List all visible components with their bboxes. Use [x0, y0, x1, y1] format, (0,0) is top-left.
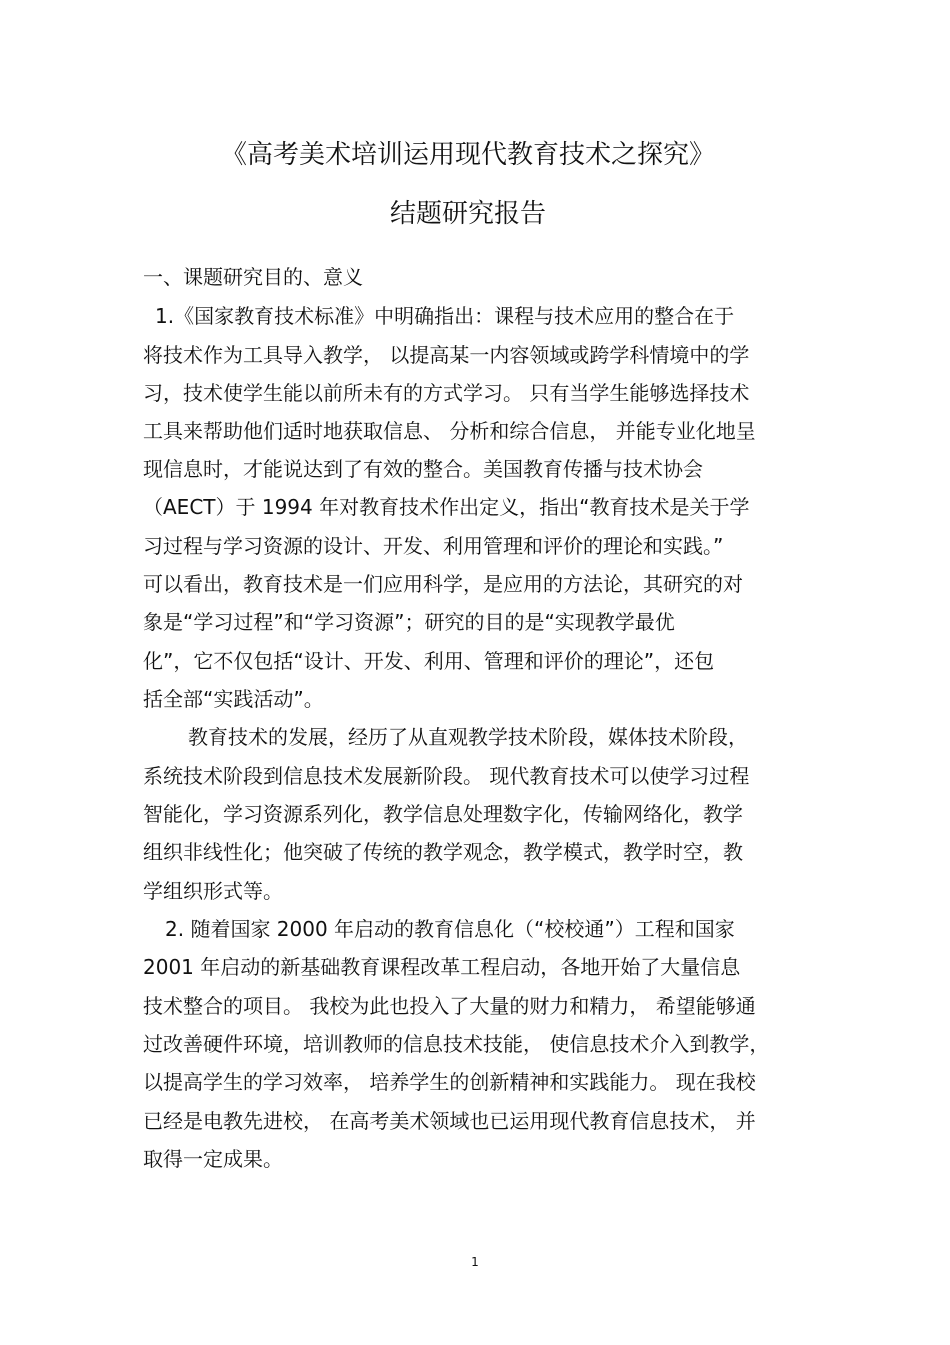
- page-number: 1: [471, 1255, 479, 1269]
- text-line: 习过程与学习资源的设计、开发、利用管理和评价的理论和实践。”: [143, 534, 724, 558]
- text-line: 教育技术的发展，经历了从直观教学技术阶段，媒体技术阶段，: [188, 725, 748, 749]
- text-line: 已经是电教先进校， 在高考美术领域也已运用现代教育信息技术， 并: [143, 1109, 756, 1133]
- document-title: 《高考美术培训运用现代教育技术之探究》: [220, 140, 715, 170]
- text-line: 系统技术阶段到信息技术发展新阶段。 现代教育技术可以使学习过程: [143, 764, 750, 788]
- text-line: 以提高学生的学习效率， 培养学生的创新精神和实践能力。 现在我校: [143, 1070, 756, 1094]
- text-line: 象是“学习过程”和“学习资源”；研究的目的是“实现教学最优: [143, 610, 675, 634]
- document-subtitle: 结题研究报告: [389, 199, 546, 229]
- text-line: 2. 随着国家 2000 年启动的教育信息化（“校校通”）工程和国家: [165, 917, 735, 941]
- text-line: 将技术作为工具导入教学， 以提高某一内容领域或跨学科情境中的学: [143, 343, 750, 367]
- text-line: 组织非线性化；他突破了传统的教学观念，教学模式，教学时空，教: [143, 840, 743, 864]
- section-heading: 一、课题研究目的、意义: [143, 265, 363, 289]
- text-line: 现信息时，才能说达到了有效的整合。美国教育传播与技术协会: [143, 457, 703, 481]
- text-line: 工具来帮助他们适时地获取信息、 分析和综合信息， 并能专业化地呈: [143, 419, 756, 443]
- text-line: 取得一定成果。: [143, 1147, 283, 1171]
- text-line: 技术整合的项目。 我校为此也投入了大量的财力和精力， 希望能够通: [143, 994, 756, 1018]
- text-line: 1.《国家教育技术标准》中明确指出：课程与技术应用的整合在于: [155, 304, 735, 328]
- text-line: 化”，它不仅包括“设计、开发、利用、管理和评价的理论”，还包: [143, 649, 715, 673]
- text-line: 智能化，学习资源系列化，教学信息处理数字化，传输网络化，教学: [143, 802, 743, 826]
- text-line: 学组织形式等。: [143, 879, 283, 903]
- text-line: 2001 年启动的新基础教育课程改革工程启动，各地开始了大量信息: [143, 955, 741, 979]
- text-line: （AECT）于 1994 年对教育技术作出定义，指出“教育技术是关于学: [143, 495, 750, 519]
- text-line: 可以看出，教育技术是一们应用科学，是应用的方法论，其研究的对: [143, 572, 743, 596]
- text-line: 习，技术使学生能以前所未有的方式学习。 只有当学生能够选择技术: [143, 381, 750, 405]
- text-line: 括全部“实践活动”。: [143, 687, 324, 711]
- text-line: 过改善硬件环境，培训教师的信息技术技能， 使信息技术介入到教学，: [143, 1032, 770, 1056]
